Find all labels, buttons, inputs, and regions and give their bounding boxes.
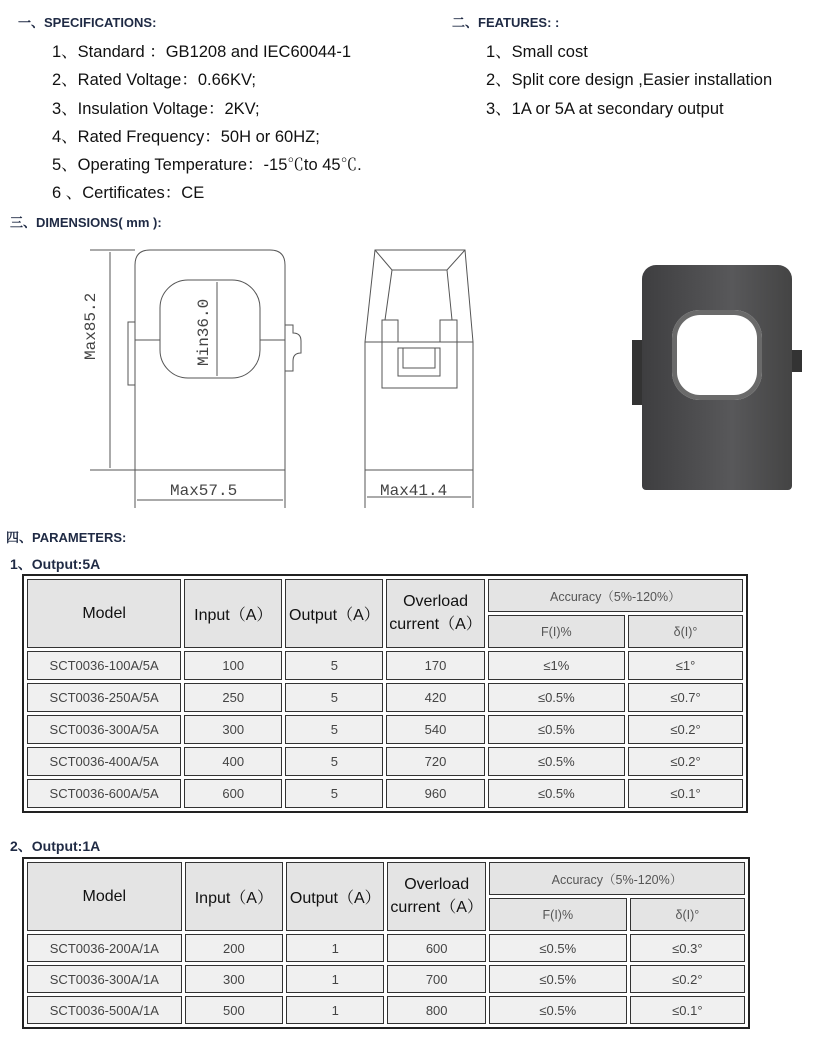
table-cell: ≤0.2° xyxy=(630,965,745,993)
table-cell: 500 xyxy=(185,996,283,1024)
table-cell: 100 xyxy=(184,651,282,680)
table-cell: SCT0036-200A/1A xyxy=(27,934,182,962)
table-cell: 600 xyxy=(387,934,485,962)
table-cell: 5 xyxy=(285,651,383,680)
table-cell: ≤0.5% xyxy=(488,715,625,744)
header-model: Model xyxy=(27,579,181,648)
features-heading: 二、FEATURES: : xyxy=(452,15,560,30)
table-cell: 1 xyxy=(286,996,384,1024)
table-cell: 720 xyxy=(386,747,484,776)
table-cell: 700 xyxy=(387,965,485,993)
product-photo xyxy=(642,265,792,490)
table-row xyxy=(27,651,743,680)
table-cell: 800 xyxy=(387,996,485,1024)
header-accuracy: Accuracy（5%-120%） xyxy=(489,862,745,895)
table-cell: SCT0036-300A/5A xyxy=(27,715,181,744)
table-cell: 1 xyxy=(286,965,384,993)
table-cell: 5 xyxy=(285,747,383,776)
table-row xyxy=(27,683,743,712)
table-cell: ≤0.5% xyxy=(489,934,627,962)
header-f: F(I)% xyxy=(488,615,625,648)
table-cell: ≤0.7° xyxy=(628,683,743,712)
header-output: Output（A） xyxy=(285,579,383,648)
parameters-heading: 四、PARAMETERS: xyxy=(6,530,127,545)
table-cell: ≤1% xyxy=(488,651,625,680)
features-list xyxy=(486,38,772,123)
depth-dimension: Max41.4 xyxy=(380,482,448,500)
table2-title: 2、Output:1A xyxy=(10,838,101,854)
table-cell: ≤0.5% xyxy=(488,779,625,808)
specifications-heading: 一、SPECIFICATIONS: xyxy=(18,15,157,30)
table-cell: ≤1° xyxy=(628,651,743,680)
table-cell: 540 xyxy=(386,715,484,744)
table-cell: SCT0036-100A/5A xyxy=(27,651,181,680)
table-cell: SCT0036-300A/1A xyxy=(27,965,182,993)
header-input: Input（A） xyxy=(184,579,282,648)
table-cell: ≤0.5% xyxy=(489,965,627,993)
table-cell: 5 xyxy=(285,683,383,712)
table-row xyxy=(27,934,745,962)
list-item: 3、1A or 5A at secondary output xyxy=(486,99,724,118)
table-cell: 300 xyxy=(185,965,283,993)
table-cell: 5 xyxy=(285,715,383,744)
table-cell: 250 xyxy=(184,683,282,712)
table1-title: 1、Output:5A xyxy=(10,556,101,572)
dimension-drawing xyxy=(80,230,500,520)
header-output: Output（A） xyxy=(286,862,384,931)
table-cell: 5 xyxy=(285,779,383,808)
table-cell: SCT0036-500A/1A xyxy=(27,996,182,1024)
window-dimension: Min36.0 xyxy=(195,298,213,366)
list-item: 2、Split core design ,Easier installation xyxy=(486,71,773,90)
header-delta: δ(I)° xyxy=(630,898,745,931)
list-item: 1、Standard ：GB1208 and IEC60044-1 xyxy=(52,43,352,61)
table-cell: 1 xyxy=(286,934,384,962)
table-cell: ≤0.3° xyxy=(630,934,745,962)
list-item: 5、Operating Temperature：-15℃to 45℃. xyxy=(52,156,362,175)
list-item: 4、Rated Frequency：50H or 60HZ; xyxy=(52,127,320,146)
table-row xyxy=(27,996,745,1024)
table-cell: ≤0.5% xyxy=(488,683,625,712)
list-item: 3、Insulation Voltage：2KV; xyxy=(52,99,260,118)
table-cell: ≤0.5% xyxy=(488,747,625,776)
header-overload: Overload current（A） xyxy=(386,579,484,648)
table-row xyxy=(27,965,745,993)
table-cell: SCT0036-600A/5A xyxy=(27,779,181,808)
table-row xyxy=(27,747,743,776)
list-item: 2、Rated Voltage：0.66KV; xyxy=(52,71,256,90)
header-input: Input（A） xyxy=(185,862,283,931)
specifications-list xyxy=(52,38,362,208)
table-cell: 300 xyxy=(184,715,282,744)
table-cell: ≤0.2° xyxy=(628,715,743,744)
header-delta: δ(I)° xyxy=(628,615,743,648)
list-item: 6 、Certificates：CE xyxy=(52,184,205,203)
output-5a-table xyxy=(22,574,748,813)
output-1a-table xyxy=(22,857,750,1029)
table-cell: 400 xyxy=(184,747,282,776)
header-f: F(I)% xyxy=(489,898,627,931)
table-row xyxy=(27,779,743,808)
table-cell: ≤0.1° xyxy=(630,996,745,1024)
list-item: 1、Small cost xyxy=(486,43,588,61)
table-cell: ≤0.5% xyxy=(489,996,627,1024)
width-dimension: Max57.5 xyxy=(170,482,238,500)
table-cell: ≤0.2° xyxy=(628,747,743,776)
table-cell: 200 xyxy=(185,934,283,962)
table-cell: SCT0036-250A/5A xyxy=(27,683,181,712)
table-cell: 600 xyxy=(184,779,282,808)
table-row xyxy=(27,715,743,744)
table-cell: 960 xyxy=(386,779,484,808)
header-accuracy: Accuracy（5%-120%） xyxy=(488,579,743,612)
table-cell: 170 xyxy=(386,651,484,680)
height-dimension: Max85.2 xyxy=(82,292,100,360)
table-cell: ≤0.1° xyxy=(628,779,743,808)
dimensions-heading: 三、DIMENSIONS( mm ): xyxy=(10,215,162,230)
table-cell: SCT0036-400A/5A xyxy=(27,747,181,776)
table-cell: 420 xyxy=(386,683,484,712)
header-model: Model xyxy=(27,862,182,931)
header-overload: Overload current（A） xyxy=(387,862,485,931)
